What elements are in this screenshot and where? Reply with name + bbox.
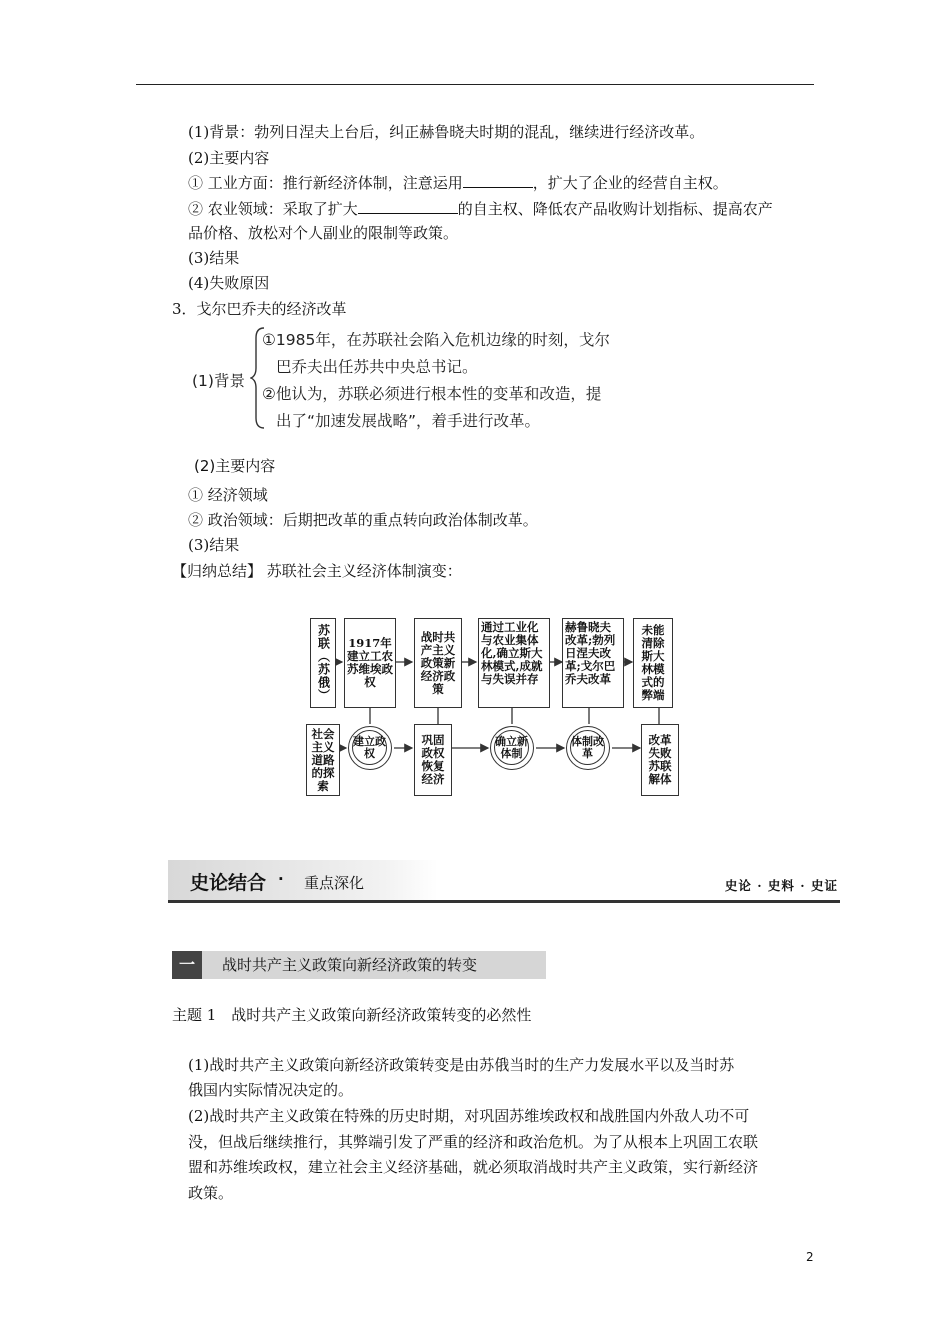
agriculture-line — [188, 199, 773, 219]
flow-circle-establish-label: 建立政权 — [352, 730, 387, 765]
flow-box-socialist-path: 社会主义道路的探索 — [306, 724, 340, 796]
blank-agriculture[interactable] — [358, 199, 458, 214]
failure-heading: (4)失败原因 — [188, 274, 270, 292]
gorbachev-heading: 3．戈尔巴乔夫的经济改革 — [172, 300, 347, 318]
flow-circle-new-system-label: 确立新体制 — [494, 730, 529, 765]
result-heading-2: (3)结果 — [188, 536, 240, 554]
brace-line-1: ①1985年，在苏联社会陷入危机边缘的时刻，戈尔 — [262, 331, 610, 349]
flow-box-reforms: 赫鲁晓夫改革;勃列日涅夫改革;戈尔巴乔夫改革 — [562, 618, 624, 708]
background-line: (1)背景：勃列日涅夫上台后，纠正赫鲁晓夫时期的混乱，继续进行经济改革。 — [188, 123, 705, 141]
result-heading: (3)结果 — [188, 249, 240, 267]
subsection-title: 战时共产主义政策向新经济政策的转变 — [222, 956, 478, 974]
flow-circle-reform-label: 体制改革 — [570, 730, 605, 765]
header-rule — [136, 84, 814, 85]
section-dot: · — [278, 870, 284, 888]
flow-box-collapse: 改革失败苏联解体 — [641, 724, 679, 796]
brace-line-3: ②他认为，苏联必须进行根本性的变革和改造，提 — [262, 385, 602, 403]
flow-box-1917: 1917年建立工农苏维埃政权 — [344, 618, 396, 708]
section-subtitle: 重点深化 — [304, 874, 365, 892]
section-bar — [168, 860, 840, 904]
subsection-number: 一 — [172, 951, 202, 979]
subsection-bar — [172, 951, 546, 979]
agriculture-text-b: 的自主权、降低农产品收购计划指标、提高农产 — [457, 200, 773, 218]
flow-box-stalin-model: 通过工业化与农业集体化,确立斯大林模式,成就与失误并存 — [478, 618, 550, 708]
blank-industry[interactable] — [463, 173, 533, 188]
section-title: 史论结合 — [190, 872, 267, 894]
flow-box-consolidate: 巩固政权恢复经济 — [414, 724, 452, 796]
para2-line-3: 盟和苏维埃政权，建立社会主义经济基础，就必须取消战时共产主义政策，实行新经济 — [188, 1158, 759, 1176]
flow-circle-establish — [348, 726, 392, 770]
agriculture-text-a: ② 农业领域：采取了扩大 — [188, 200, 358, 218]
brace-line-4: 出了“加速发展战略”，着手进行改革。 — [276, 412, 541, 430]
political-field: ② 政治领域：后期把改革的重点转向政治体制改革。 — [188, 511, 538, 529]
industry-line — [188, 173, 728, 193]
content-heading: (2)主要内容 — [188, 149, 270, 167]
brace-label: (1)背景 — [192, 372, 245, 390]
para1-line-2: 俄国内实际情况决定的。 — [188, 1081, 354, 1099]
industry-text-a: ① 工业方面：推行新经济体制，注意运用 — [188, 174, 463, 192]
section-tagline: 史论 · 史料 · 史证 — [724, 878, 838, 893]
para2-line-2: 没，但战后继续推行，其弊端引发了严重的经济和政治危机。为了从根本上巩固工农联 — [188, 1133, 759, 1151]
summary-heading: 【归纳总结】 苏联社会主义经济体制演变： — [172, 562, 462, 580]
para2-line-1: (2)战时共产主义政策在特殊的历史时期，对巩固苏维埃政权和战胜国内外敌人功不可 — [188, 1107, 750, 1125]
flow-circle-reform — [566, 726, 610, 770]
para1-line-1: (1)战时共产主义政策向新经济政策转变是由苏俄当时的生产力发展水平以及当时苏 — [188, 1056, 735, 1074]
content-heading-2: (2)主要内容 — [194, 457, 276, 475]
flow-circle-new-system — [490, 726, 534, 770]
section-rule — [168, 900, 840, 903]
para2-line-4: 政策。 — [188, 1184, 234, 1202]
industry-text-b: ，扩大了企业的经营自主权。 — [532, 174, 728, 192]
flow-box-failure-cause: 未能清除斯大林模式的弊端 — [633, 618, 673, 708]
agriculture-line-cont: 品价格、放松对个人副业的限制等政策。 — [188, 224, 459, 242]
flow-box-ussr: 苏联（苏俄） — [310, 618, 336, 708]
brace-line-2: 巴乔夫出任苏共中央总书记。 — [276, 358, 478, 376]
theme-heading: 主题 1 战时共产主义政策向新经济政策转变的必然性 — [172, 1006, 532, 1024]
flow-box-war-communism: 战时共产主义政策新经济政策 — [414, 618, 462, 708]
economic-field: ① 经济领域 — [188, 486, 268, 504]
page-number: 2 — [806, 1250, 814, 1264]
